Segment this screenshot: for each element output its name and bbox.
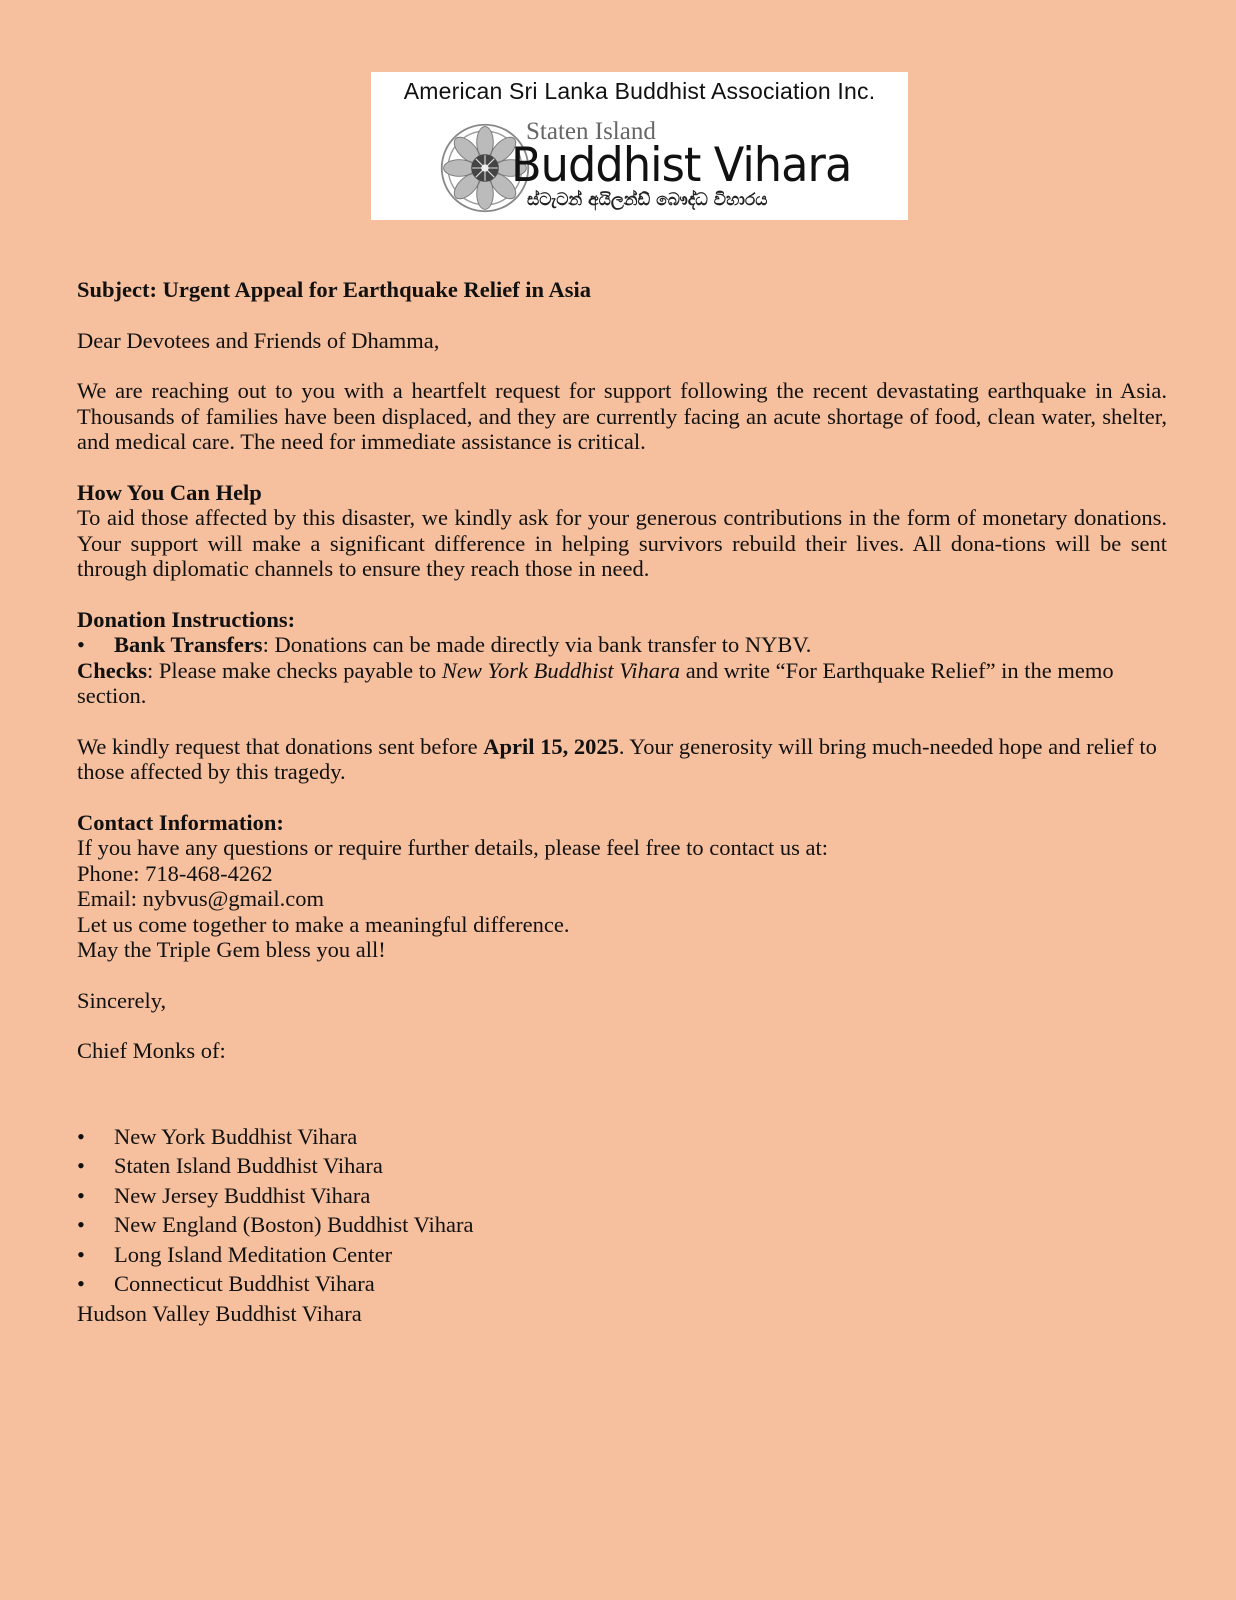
checks-text: : Please make checks payable to xyxy=(147,657,442,683)
vihara-name: Connecticut Buddhist Vihara xyxy=(114,1271,375,1296)
deadline-date: April 15, 2025 xyxy=(483,733,619,759)
signatory: Chief Monks of: xyxy=(77,1038,226,1063)
checks-text-end: and write “For Earthquake Relief” in the memo section. xyxy=(77,657,1114,708)
closing: Sincerely, xyxy=(77,987,167,1013)
bullet: • xyxy=(77,1212,85,1237)
list-item xyxy=(77,1242,1167,1272)
salutation: Dear Devotees and Friends of Dhamma, xyxy=(77,327,440,353)
bullet: • xyxy=(77,1182,85,1208)
bullet: • xyxy=(77,1241,85,1267)
help-heading: How You Can Help xyxy=(77,479,262,505)
checks-paragraph xyxy=(77,658,1167,709)
list-item xyxy=(77,1153,1167,1183)
vihara-name: Staten Island Buddhist Vihara xyxy=(114,1153,383,1178)
deadline-text: We kindly request that donations sent before xyxy=(77,733,484,759)
contact-intro: If you have any questions or require further details, please feel free to contact us at: xyxy=(77,835,828,860)
logo-sinhala-name: ස්ටැටන් අයිලන්ඩ් බෞද්ධ විහාරය xyxy=(527,190,768,210)
checks-payee: New York Buddhist Vihara xyxy=(441,657,681,683)
list-item xyxy=(77,1183,1167,1213)
bullet: • xyxy=(77,1153,85,1178)
vihara-name: New York Buddhist Vihara xyxy=(114,1123,358,1149)
letterhead-logo xyxy=(371,72,908,220)
help-paragraph: To aid those affected by this disaster, we kindly ask for your generous contributions in the form of monetary donations. Your support will make a significant difference in helping survivors rebuild their lives. All dona-tions will be sent through diplomatic channels to ensure they reach those in need. xyxy=(77,505,1167,581)
bullet: • xyxy=(77,1271,85,1296)
vihara-name: New Jersey Buddhist Vihara xyxy=(114,1182,371,1208)
letter-body xyxy=(77,277,1167,1326)
logo-location: Staten Island xyxy=(526,118,656,145)
bullet: • xyxy=(77,632,85,657)
bank-transfer-item xyxy=(77,632,1167,658)
deadline-paragraph xyxy=(77,734,1167,785)
deadline-text-end: . Your generosity will bring much-needed hope and relief to those affected by this tragedy. xyxy=(77,733,1157,784)
association-name: American Sri Lanka Buddhist Association Inc. xyxy=(403,78,876,104)
list-item xyxy=(77,1212,1167,1242)
contact-phone: Phone: 718-468-4262 xyxy=(77,860,273,886)
bullet: • xyxy=(77,1123,85,1149)
subject-line: Subject: Urgent Appeal for Earthquake Relief in Asia xyxy=(77,277,591,302)
checks-label: Checks xyxy=(77,657,148,683)
donation-heading: Donation Instructions: xyxy=(77,606,296,632)
contact-heading: Contact Information: xyxy=(77,809,284,835)
vihara-list xyxy=(77,1124,1167,1301)
intro-paragraph: We are reaching out to you with a heartfelt request for support following the recent devastating earthquake in Asia. Thousands of families have been displaced, and they are currently facing an acute shortage of food, clean water, shelter, and medical care. The need for immediate assistance is critical. xyxy=(77,378,1167,454)
vihara-name: Long Island Meditation Center xyxy=(114,1241,393,1267)
last-vihara: Hudson Valley Buddhist Vihara xyxy=(77,1300,362,1326)
together-line: Let us come together to make a meaningful difference. xyxy=(77,911,570,937)
logo-title: Buddhist Vihara xyxy=(511,138,852,193)
bank-label: Bank Transfers xyxy=(114,632,263,657)
contact-email: Email: nybvus@gmail.com xyxy=(77,886,324,911)
list-item xyxy=(77,1124,1167,1154)
vihara-name: New England (Boston) Buddhist Vihara xyxy=(114,1212,474,1237)
list-item xyxy=(77,1271,1167,1301)
blessing-line: May the Triple Gem bless you all! xyxy=(77,937,386,962)
bank-text: : Donations can be made directly via bank transfer to NYBV. xyxy=(262,632,812,657)
